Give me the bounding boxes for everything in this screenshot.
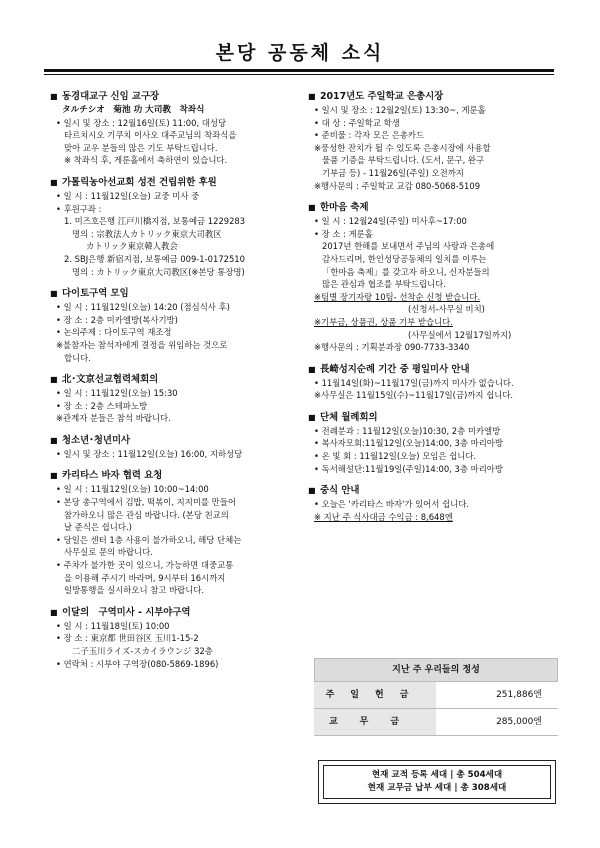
section-heading: 중식 안내	[320, 485, 360, 497]
text-line: • 전례분과 : 11월12일(오늘)10:30, 2층 미카엘방	[314, 425, 501, 436]
section-subheading: タルチシオ 菊池 功 大司教 착좌식	[62, 105, 205, 115]
title-rule-thin	[44, 74, 554, 75]
text-line: 「한마음 축제」를 갖고자 하오니, 신자분들의	[322, 266, 490, 277]
text-line: • 일 시 : 11월12일(오늘) 교중 미사 중	[56, 190, 200, 201]
text-line: 명의 : カトリック東京大司教区(※본당 통장명)	[72, 266, 245, 277]
notice-hanmaum-festival	[308, 201, 560, 354]
text-line: 2. SBJ은행 新宿지점, 보통예금 009-1-0172510	[64, 253, 245, 264]
square-bullet-icon: ■	[308, 486, 316, 496]
text-line: • 장 소 : 게룬홀	[314, 228, 373, 239]
text-line: • 장 소 : 東京都 世田谷区 玉川1-15-2	[56, 633, 199, 644]
text-line: • 독서해설단:11월19일(주일)14:00, 3층 마리아방	[314, 463, 503, 474]
offering-value: 285,000엔	[496, 717, 542, 727]
text-line: カトリック東京韓人教会	[86, 241, 178, 252]
text-line: ※기부금, 상품권, 상품 기부 받습니다.	[314, 316, 453, 327]
title-rule	[44, 69, 554, 72]
notice-lunch	[308, 484, 560, 523]
section-heading: 청소년･청년미사	[62, 434, 131, 446]
notice-district-mass	[50, 606, 300, 670]
text-line: • 일 시 : 11월12일(오늘) 15:30	[56, 388, 178, 399]
text-line: ※행사문의 : 주일학교 교감 080-5068-5109	[314, 180, 481, 191]
offering-label: 교무금	[314, 709, 436, 735]
text-line: • 복사자모회:11월12일(오늘)14:00, 3층 마리아방	[314, 438, 503, 449]
text-line: 감사드리며, 한인성당공동체의 일치를 이루는	[322, 253, 487, 264]
notice-deaf-mission-donation	[50, 176, 300, 278]
section-heading: 가톨릭농아선교회 성전 건립위한 후원	[62, 176, 217, 188]
notice-nagasaki-pilgrimage	[308, 363, 560, 402]
text-line: ※사무실은 11월15일(수)~11월17일(금)까지 쉽니다.	[314, 390, 514, 401]
text-line: • 일시 및 장소 : 12월16일(토) 11:00, 대성당	[56, 117, 227, 128]
left-column	[50, 90, 300, 679]
section-heading: 다이토구역 모임	[62, 288, 129, 300]
offering-table	[314, 658, 558, 736]
household-count-box	[318, 760, 556, 804]
text-line: 타르치시오 기쿠치 이사오 대주교님의 착좌식을	[64, 130, 237, 141]
text-line: ※관계자 분들은 참석 바랍니다.	[56, 413, 171, 424]
text-line: 二子玉川ライズ-スカイラウンジ 32층	[72, 646, 213, 656]
right-column	[308, 90, 560, 532]
text-line: (사무실에서 12월17일까지)	[408, 329, 512, 340]
text-line: 날 준식은 쉽니다.)	[64, 522, 132, 533]
text-line: 2017년 한해를 보내면서 주님의 사랑과 은총에	[322, 241, 495, 252]
square-bullet-icon: ■	[308, 364, 316, 374]
text-line: • 당일은 센터 1층 사용이 불가하오니, 해당 단체는	[56, 534, 242, 545]
offering-row-sunday	[314, 682, 558, 709]
text-line: • 일시 및 장소 : 11월12일(오늘) 16:00, 지하성당	[56, 448, 243, 459]
text-line: • 후원구좌 :	[56, 203, 102, 214]
section-heading: 카리타스 바자 협력 요청	[62, 470, 163, 482]
text-line: 합니다.	[64, 352, 91, 363]
text-line: • 장 소 : 2층 미카엘방(복사기방)	[56, 314, 178, 325]
registered-households: 현재 교적 등록 세대 | 총 504세대	[371, 770, 503, 780]
notice-caritas-bazaar	[50, 469, 300, 596]
text-line: 을 이용해 주시기 바라며, 9시부터 16시까지	[64, 572, 226, 583]
section-heading: 이달의 구역미사 - 시부야구역	[62, 606, 191, 618]
text-line: • 일 시 : 12월24일(주일) 미사후~17:00	[314, 216, 467, 227]
offering-label: 주일헌금	[314, 682, 436, 708]
text-line: ※불참자는 참석자에게 결정을 위임하는 것으로	[56, 339, 228, 350]
square-bullet-icon: ■	[308, 203, 316, 213]
text-line: ※행사문의 : 기획분과장 090-7733-3340	[314, 342, 470, 353]
notice-new-archbishop	[50, 90, 300, 167]
notice-youth-mass	[50, 434, 300, 461]
square-bullet-icon: ■	[50, 471, 58, 481]
text-line: • 오늘은 '카리타스 바자'가 있어서 쉽니다.	[314, 499, 469, 510]
text-line: • 일 시 : 11월12일(오늘) 10:00~14:00	[56, 484, 209, 495]
text-line: ※풍성한 잔치가 될 수 있도록 은총시장에 사용할	[314, 142, 491, 153]
square-bullet-icon: ■	[308, 412, 316, 422]
square-bullet-icon: ■	[50, 607, 58, 617]
text-line: 물품 기증을 부탁드립니다. (도서, 문구, 완구	[322, 155, 485, 166]
text-line: 기부금 등) - 11월26일(주일) 오전까지	[322, 167, 464, 178]
square-bullet-icon: ■	[50, 289, 58, 299]
text-line: • 11월14일(화)~11월17일(금)까지 미사가 없습니다.	[314, 377, 514, 388]
text-line: • 일 시 : 11월12일(오늘) 14:20 (점심식사 후)	[56, 302, 230, 313]
text-line: ※ 지난 주 식사대금 수익금 : 8,648엔	[314, 511, 453, 522]
text-line: 사무실로 문의 바랍니다.	[64, 547, 153, 558]
text-line: • 주차가 불가한 곳이 있으니, 가능하면 대중교통	[56, 560, 234, 571]
text-line: • 장 소 : 2층 스테파노방	[56, 400, 148, 411]
offering-value: 251,886엔	[496, 690, 542, 700]
text-line: • 일시 및 장소 : 12월2일(토) 13:30~, 게룬홀	[314, 105, 486, 115]
square-bullet-icon: ■	[308, 92, 316, 101]
text-line: ※팀별 장기자랑 10팀- 선착순 신청 받습니다.	[314, 291, 481, 302]
text-line: (신청서-사무실 비치)	[408, 304, 485, 315]
square-bullet-icon: ■	[50, 177, 58, 187]
text-line: 참가하오니 많은 관심 바랍니다. (본당 친교의	[64, 509, 229, 520]
text-line: 일방통행을 실시하오니 참고 바랍니다.	[64, 585, 205, 596]
square-bullet-icon: ■	[50, 435, 58, 445]
section-heading: 단체 월례회의	[320, 411, 378, 423]
text-line: • 준비물 : 각자 모은 은총카드	[314, 130, 425, 141]
text-line: • 일 시 : 11월18일(토) 10:00	[56, 620, 170, 631]
section-heading: 北･文京선교협력체회의	[62, 374, 159, 386]
section-heading: 長崎성지순례 기간 중 평일미사 안내	[320, 363, 470, 375]
section-heading: 동경대교구 신임 교구장	[62, 91, 160, 102]
text-line: • 연락처 : 시부야 구역장(080-5869-1896)	[56, 658, 219, 669]
text-line: • 논의주제 : 다이토구역 재조정	[56, 327, 172, 338]
square-bullet-icon: ■	[50, 92, 58, 101]
square-bullet-icon: ■	[50, 375, 58, 385]
notice-daito-district	[50, 287, 300, 364]
text-line: • 온 빛 회 : 11월12일(오늘) 모임은 쉽니다.	[314, 451, 477, 462]
text-line: 명의 : 宗教法人カトリック東京大司教区	[72, 228, 222, 239]
text-line: • 대 상 : 주일학교 학생	[314, 117, 400, 128]
text-line: • 본당 총구역에서 김밥, 떡볶이, 지지미를 만들어	[56, 497, 236, 508]
text-line: 맞아 교우 분들의 많은 기도 부탁드립니다.	[64, 142, 218, 153]
notice-mission-council	[50, 373, 300, 425]
offering-row-dues	[314, 709, 558, 736]
paying-households: 현재 교무금 납부 세대 | 총 308세대	[367, 783, 507, 793]
section-heading: 2017년도 주일학교 은총시장	[320, 91, 444, 102]
notice-monthly-meetings	[308, 411, 560, 475]
notice-grace-market	[308, 90, 560, 192]
offering-table-header: 지난 주 우리들의 정성	[314, 658, 558, 682]
text-line: ※ 착좌식 후, 게룬홀에서 축하연이 있습니다.	[64, 155, 228, 166]
text-line: 1. 미즈호은행 江戸川橋지점, 보통예금 1229283	[64, 216, 246, 227]
page-title: 본당 공동체 소식	[215, 42, 385, 64]
text-line: 많은 관심과 협조를 부탁드립니다.	[322, 279, 446, 290]
section-heading: 한마음 축제	[320, 202, 369, 214]
